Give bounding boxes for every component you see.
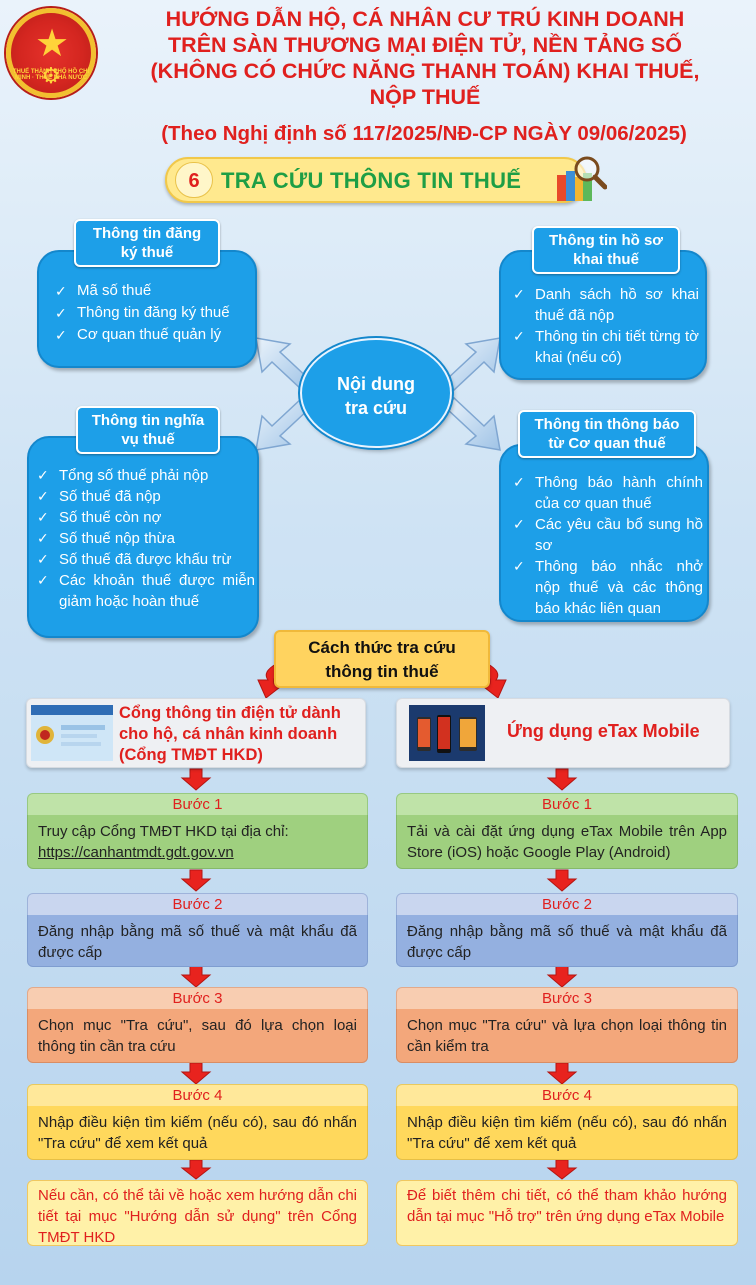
left-step1-label: Bước 1 <box>27 793 368 817</box>
left-step3-body: Chọn mục "Tra cứu", sau đó lựa chọn loại thông tin cần tra cứu <box>27 1009 368 1063</box>
left-step2-body: Đăng nhập bằng mã số thuế và mật khẩu đã được cấp <box>27 915 368 967</box>
obligation-info-box <box>27 436 259 638</box>
lookup-method-banner: Cách thức tra cứu thông tin thuế <box>274 630 490 688</box>
check-icon: ✓ <box>37 488 49 504</box>
portal-link[interactable]: https://canhantmdt.gdt.gov.vn <box>38 844 234 861</box>
section-number: 6 <box>175 162 213 198</box>
check-icon: ✓ <box>55 327 67 343</box>
right-step2-label: Bước 2 <box>396 893 738 917</box>
left-step4-label: Bước 4 <box>27 1084 368 1108</box>
section-title: TRA CỨU THÔNG TIN THUẾ <box>221 168 522 193</box>
list-item: ✓ Thông báo hành chính của cơ quan thuế <box>513 474 703 512</box>
left-step1-body: Truy cập Cổng TMĐT HKD tại địa chỉ: https://canhantmdt.gdt.gov.vn <box>27 815 368 869</box>
gear-icon: ⚙ <box>41 63 61 88</box>
logo-text: THUẾ THÀNH PHỐ HỒ CHÍ MINH · THUẾ NHÀ NƯỚC <box>12 69 90 81</box>
check-icon: ✓ <box>513 474 525 490</box>
page-title: HƯỚNG DẪN HỘ, CÁ NHÂN CƯ TRÚ KINH DOANH TRÊN SÀN THƯƠNG MẠI ĐIỆN TỬ, NỀN TẢNG SỐ (KHÔNG CÓ CHỨC NĂNG THANH TOÁN) KHAI THUẾ, NỘP THUẾ <box>150 7 700 109</box>
portal-hkd-box <box>26 698 366 768</box>
notice-info-title: Thông tin thông báo từ Cơ quan thuế <box>518 410 696 458</box>
registration-info-box <box>37 250 257 368</box>
list-item: ✓ Số thuế đã được khấu trừ <box>37 551 232 568</box>
left-step3-label: Bước 3 <box>27 987 368 1011</box>
right-step3-body: Chọn mục "Tra cứu" và lựa chọn loại thông tin cần kiểm tra <box>396 1009 738 1063</box>
filing-info-title: Thông tin hồ sơ khai thuế <box>532 226 680 274</box>
right-step4-label: Bước 4 <box>396 1084 738 1108</box>
list-item: ✓ Thông tin đăng ký thuế <box>51 302 251 324</box>
list-item: ✓ Cơ quan thuế quản lý <box>51 324 251 346</box>
registration-info-title: Thông tin đăng ký thuế <box>74 219 220 267</box>
check-icon: ✓ <box>37 530 49 546</box>
right-step2-body: Đăng nhập bằng mã số thuế và mật khẩu đã được cấp <box>396 915 738 967</box>
etax-app-thumbnail <box>409 705 485 761</box>
list-item: ✓ Tổng số thuế phải nộp <box>37 467 209 484</box>
left-note: Nếu cần, có thể tải về hoặc xem hướng dẫn chi tiết tại mục "Hướng dẫn sử dụng" trên Cổng TMĐT HKD <box>27 1180 368 1246</box>
notice-info-box <box>499 444 709 622</box>
arrow-to-filing <box>446 338 500 390</box>
etax-mobile-box <box>396 698 730 768</box>
check-icon: ✓ <box>37 509 49 525</box>
left-step4-body: Nhập điều kiện tìm kiếm (nếu có), sau đó nhấn "Tra cứu" để xem kết quả <box>27 1106 368 1160</box>
list-item: ✓ Danh sách hồ sơ khai thuế đã nộp <box>513 286 699 324</box>
portal-screenshot-thumbnail <box>31 705 113 761</box>
obligation-info-title: Thông tin nghĩa vụ thuế <box>76 406 220 454</box>
list-item: ✓ Các khoản thuế được miễn giảm hoặc hoàn thuế <box>37 572 255 610</box>
list-item: ✓ Số thuế nộp thừa <box>37 530 175 547</box>
lookup-content-oval: Nội dung tra cứu <box>300 338 452 448</box>
check-icon: ✓ <box>55 283 67 299</box>
check-icon: ✓ <box>513 328 525 344</box>
list-item: ✓ Mã số thuế <box>51 280 251 302</box>
star-icon: ★ <box>35 23 70 65</box>
list-item: ✓ Số thuế đã nộp <box>37 488 161 505</box>
right-step4-body: Nhập điều kiện tìm kiếm (nếu có), sau đó nhấn "Tra cứu" để xem kết quả <box>396 1106 738 1160</box>
page-subtitle: (Theo Nghị định số 117/2025/NĐ-CP NGÀY 09/06/2025) <box>161 122 687 145</box>
check-icon: ✓ <box>513 286 525 302</box>
check-icon: ✓ <box>37 551 49 567</box>
list-item: ✓ Thông tin chi tiết từng tờ khai (nếu có) <box>513 328 699 366</box>
list-item: ✓ Thông báo nhắc nhở nộp thuế và các thông báo khác liên quan <box>513 558 703 617</box>
list-item: ✓ Các yêu cầu bổ sung hồ sơ <box>513 516 703 554</box>
check-icon: ✓ <box>55 305 67 321</box>
left-step2-label: Bước 2 <box>27 893 368 917</box>
right-step1-label: Bước 1 <box>396 793 738 817</box>
right-step3-label: Bước 3 <box>396 987 738 1011</box>
tax-department-logo <box>6 8 96 98</box>
right-note: Để biết thêm chi tiết, có thể tham khảo hướng dẫn tại mục "Hỗ trợ" trên ứng dụng eTax Mobile <box>396 1180 738 1246</box>
magnifier-books-icon <box>553 153 607 207</box>
etax-mobile-title: Ứng dụng eTax Mobile <box>507 721 700 741</box>
check-icon: ✓ <box>513 558 525 574</box>
section-banner <box>165 157 587 203</box>
check-icon: ✓ <box>513 516 525 532</box>
right-step1-body: Tải và cài đặt ứng dụng eTax Mobile trên App Store (iOS) hoặc Google Play (Android) <box>396 815 738 869</box>
list-item: ✓ Số thuế còn nợ <box>37 509 162 526</box>
check-icon: ✓ <box>37 467 49 483</box>
portal-hkd-title: Cổng thông tin điện tử dành cho hộ, cá nhân kinh doanh (Cổng TMĐT HKD) <box>119 704 341 764</box>
arrow-to-notice <box>446 398 500 450</box>
check-icon: ✓ <box>37 572 49 588</box>
